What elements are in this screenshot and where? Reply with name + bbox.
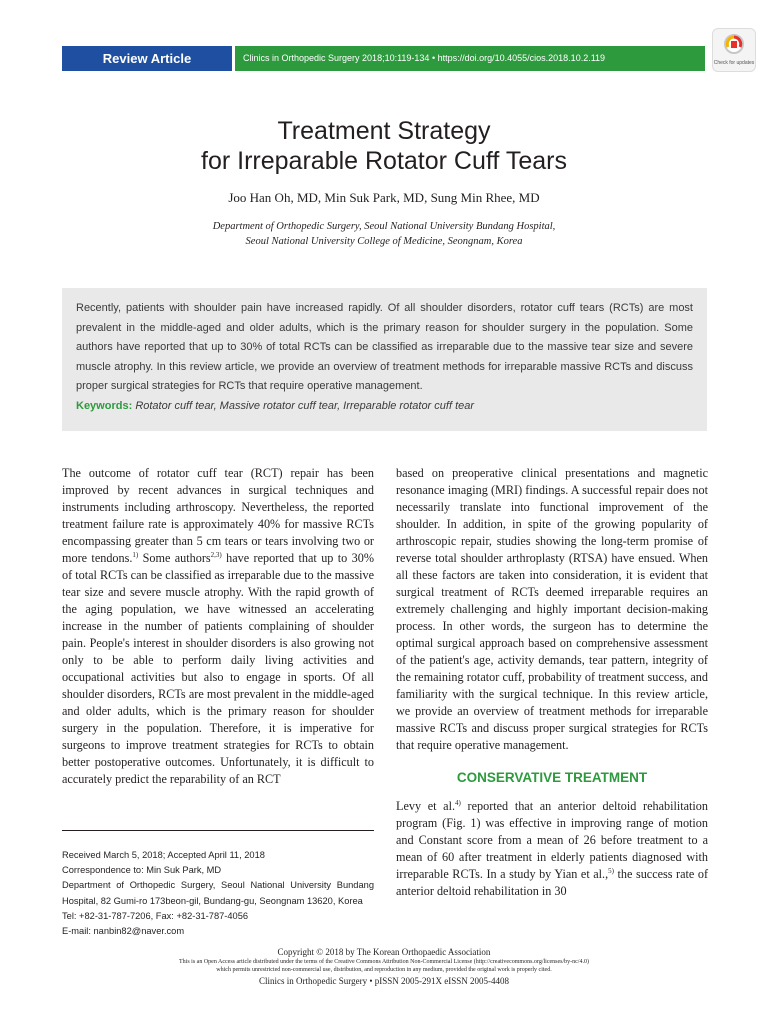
body-column-left <box>62 465 374 788</box>
badge-label: Check for updates <box>713 60 755 66</box>
title-line-1: Treatment Strategy <box>277 117 491 145</box>
intro-text-1: The outcome of rotator cuff tear (RCT) repair has been improved by recent advances in surgical techniques and instruments including arthroscopy. Nevertheless, the reported treatment failure rate is approximately 40% for massive RCTs encompassing greater than 5 cm tears or tears involving two or more tendons. <box>62 466 374 565</box>
affiliation-line-1: Department of Orthopedic Surgery, Seoul National University Bundang Hospital, <box>212 221 556 232</box>
article-title <box>0 116 768 176</box>
license-line-1: This is an Open Access article distributed under the terms of the Creative Commons Attribution Non-Commercial License (http://creativecommons.org/licenses/by-nc/4.0) <box>179 959 589 965</box>
journal-issn-line: Clinics in Orthopedic Surgery • pISSN 2005-291X eISSN 2005-4408 <box>259 976 509 986</box>
title-line-2: for Irreparable Rotator Cuff Tears <box>201 147 567 175</box>
section-label: Review Article <box>62 46 232 71</box>
update-icon <box>723 33 745 55</box>
abstract-box <box>62 288 707 431</box>
keywords-line <box>76 397 693 417</box>
conservative-text-3: the success rate of anterior deltoid rehabilitation in 30 <box>396 867 708 898</box>
intro-text-3: have reported that up to 30% of total RCTs can be classified as irreparable due to the massive tear size and severe muscle atrophy. With the rapid growth of the aging population, we have witnessed an accelerating increase in the number of patients complaining of shoulder pain. People's interest in shoulder disorders is also growing not only to be able to perform daily living activities and occupational activities but also to engage in sports. Of all shoulder disorders, RCTs are most prevalent in the middle-aged and older adults, which is the primary reason for shoulder surgery in the population. Therefore, it is imperative for surgeons to improve treatment strategies for RCTs to obtain better postoperative outcomes. Unfortunately, it is difficult to accurately predict the reparability of an RCT <box>62 551 374 786</box>
license-line-2: which permits unrestricted non-commercial use, distribution, and reproduction in any medium, provided the original work is properly cited. <box>216 967 552 973</box>
affiliation-line-2: Seoul National University College of Medicine, Seongnam, Korea <box>245 236 523 247</box>
affiliation <box>0 219 768 249</box>
reference-1[interactable]: 1) <box>132 550 139 559</box>
section-heading-conservative: CONSERVATIVE TREATMENT <box>456 770 648 785</box>
conservative-text-2: reported that an anterior deltoid rehabilitation program (Fig. 1) was effective in improving range of motion and Constant score from a mean of 26 before treatment to a mean of 60 after treatment in elderly patients diagnosed with irreparable RCTs. In a study by Yian et al., <box>396 799 708 881</box>
conservative-text-1: Levy et al. <box>396 799 456 813</box>
author-list: Joo Han Oh, MD, Min Suk Park, MD, Sung Min Rhee, MD <box>228 190 540 205</box>
reference-2-3[interactable]: 2,3) <box>210 550 222 559</box>
intro-continued: based on preoperative clinical presentations and magnetic resonance imaging (MRI) findings. A successful repair does not necessarily translate into functional improvement of the shoulder. In addition, in spite of the growing popularity of arthroscopic repair, studies showing the long-term promise of reverse total shoulder arthroplasty (RTSA) have ensued. When all these factors are taken into consideration, it is evident that surgical treatment of RCTs deemed irreparable requires an extremely challenging and highly important decision-making process. In other words, the surgeon has to determine the optimal surgical approach based on comprehensive assessment of the patient's age, activity demands, tear pattern, integrity of the remaining rotator cuff, probability of treatment success, and familiarity with the surgical technique. In this review article, we provide an overview of treatment methods for irreparable massive RCTs and discuss proper surgical strategies for RCTs that require operative management. <box>396 466 708 752</box>
body-column-right <box>396 465 708 900</box>
reference-4[interactable]: 4) <box>455 798 461 807</box>
correspondence-phone: Tel: +82-31-787-7206, Fax: +82-31-787-4056 <box>62 910 249 921</box>
keywords-list: Rotator cuff tear, Massive rotator cuff tear, Irreparable rotator cuff tear <box>135 399 475 412</box>
reference-5[interactable]: 5) <box>608 866 614 875</box>
correspondence-to: Correspondence to: Min Suk Park, MD <box>62 865 222 876</box>
citation-bar[interactable]: Clinics in Orthopedic Surgery 2018;10:119-134 • https://doi.org/10.4055/cios.2018.10.2.119 <box>235 46 705 71</box>
keywords-label: Keywords: <box>76 399 133 412</box>
received-date: Received March 5, 2018; Accepted April 11, 2018 <box>62 850 265 860</box>
page-footer <box>0 947 768 987</box>
copyright-line: Copyright © 2018 by The Korean Orthopaedic Association <box>277 947 491 957</box>
footnote-divider <box>62 830 374 831</box>
correspondence-block <box>62 848 374 939</box>
conservative-paragraph <box>396 798 708 900</box>
correspondence-address: Department of Orthopedic Surgery, Seoul National University Bundang Hospital, 82 Gumi-ro 173beon-gil, Bundang-gu, Seongnam 13620, Korea <box>62 880 374 906</box>
intro-text-2: Some authors <box>138 551 211 565</box>
correspondence-email[interactable]: E-mail: nanbin82@naver.com <box>62 926 185 937</box>
check-for-updates-badge[interactable] <box>712 28 756 72</box>
abstract-text: Recently, patients with shoulder pain have increased rapidly. Of all shoulder disorders, rotator cuff tears (RCTs) are most prevalent in the middle-aged and older adults, which is the primary reason for shoulder surgery in the population. Some authors have reported that up to 30% of total RCTs can be classified as irreparable due to the massive tear size and severe muscle atrophy. In this review article, we provide an overview of treatment methods for irreparable massive RCTs and discuss proper surgical strategies for RCTs that require operative management. <box>76 302 693 392</box>
